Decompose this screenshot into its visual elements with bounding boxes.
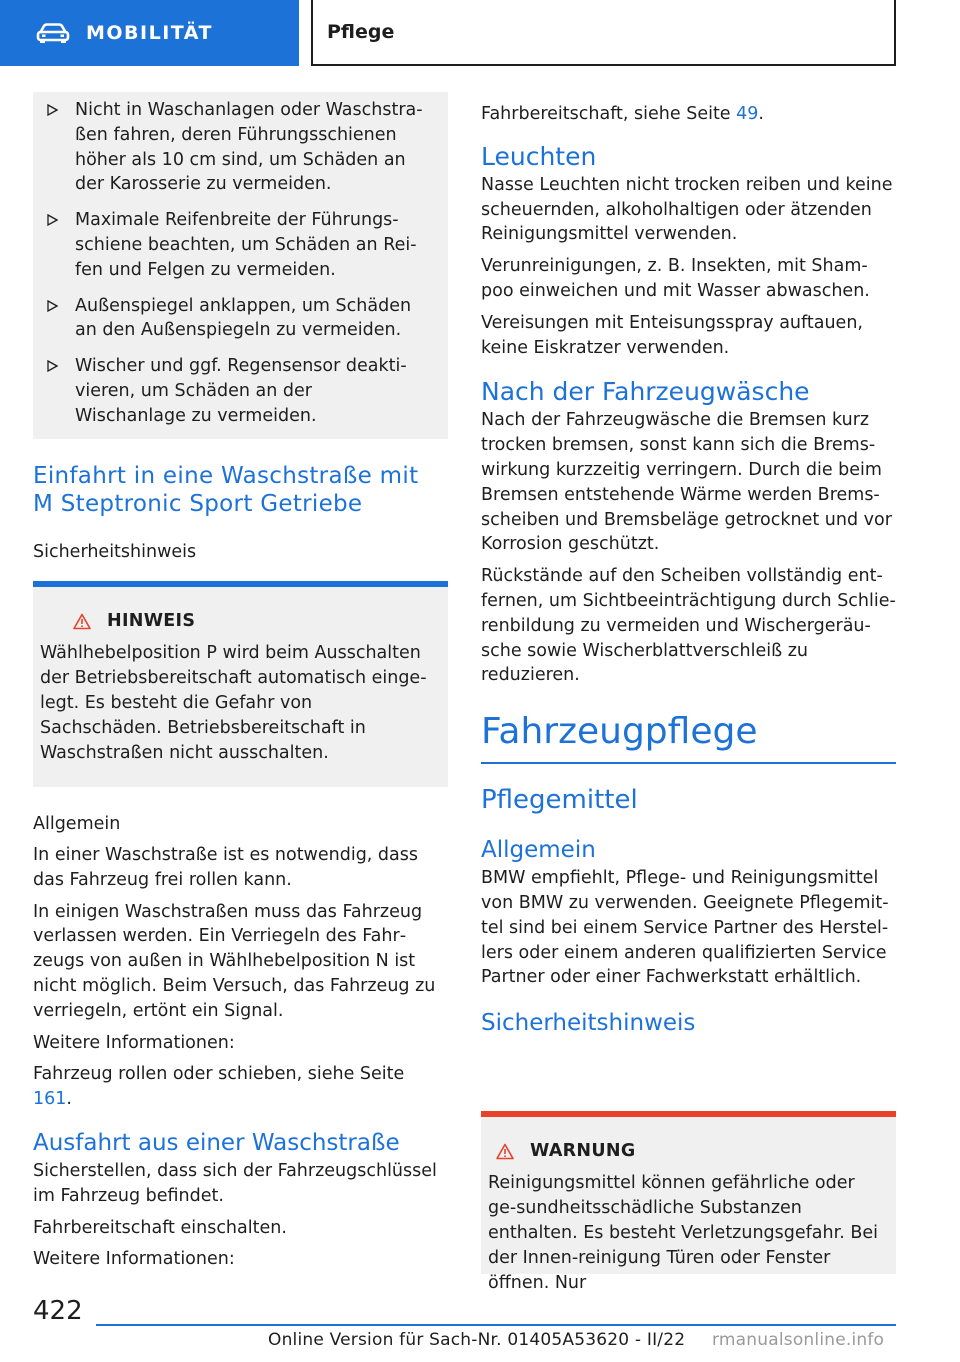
- car-icon: [36, 22, 70, 44]
- allgemein-label: Allgemein: [33, 814, 121, 834]
- heading-einfahrt-line2: M Steptronic Sport Getriebe: [33, 491, 363, 517]
- paragraph-end: .: [66, 1089, 72, 1110]
- footer-rule: [96, 1324, 896, 1326]
- footer-online-version: Online Version für Sach-Nr. 01405A53620 - II/22: [268, 1330, 686, 1350]
- chapter-title: Pflege: [327, 21, 395, 43]
- notice-bar: [481, 1111, 896, 1117]
- paragraph: Nasse Leuchten nicht trocken reiben und keine scheuernden, alkoholhaltigen oder ätzenden Reinigungsmittel verwenden.: [481, 174, 893, 245]
- page-number: 422: [33, 1296, 83, 1326]
- paragraph: Weitere Informationen:: [33, 1249, 235, 1270]
- paragraph-end: .: [758, 104, 764, 124]
- page-link[interactable]: 49: [736, 104, 759, 124]
- paragraph: Nach der Fahrzeugwäsche die Bremsen kurz trocken bremsen, sonst kann sich die Brems‐wirkung kurzzeitig verringern. Durch die beim Bremsen entstehende Wärme werden Brems‐scheiben und Bremsbeläge getrocknet und vor Korrosion geschützt.: [481, 410, 892, 555]
- section-tab[interactable]: [0, 0, 299, 66]
- footer-watermark: rmanualsonline.info: [712, 1330, 885, 1350]
- heading-ausfahrt: Ausfahrt aus einer Waschstraße: [33, 1129, 400, 1156]
- page-link[interactable]: 161: [33, 1089, 67, 1110]
- heading-nach-der-waesche: Nach der Fahrzeugwäsche: [481, 377, 810, 407]
- bullet-text: Außenspiegel anklappen, um Schäden an den Außenspiegeln zu vermeiden.: [75, 295, 412, 341]
- heading-einfahrt: [33, 462, 448, 518]
- triangle-bullet-icon: [47, 354, 75, 428]
- bullet-text: Nicht in Waschanlagen oder Waschstra‐ßen fahren, deren Führungsschienen höher als 10 cm sind, um Schäden an der Karosserie zu vermeiden.: [75, 100, 423, 195]
- heading-fahrzeugpflege: Fahrzeugpflege: [481, 711, 758, 753]
- notice-title: HINWEIS: [107, 611, 196, 631]
- heading-pflegemittel: Pflegemittel: [481, 785, 638, 816]
- chapter-tab[interactable]: [311, 0, 896, 66]
- heading-sicherheitshinweis: Sicherheitshinweis: [481, 1010, 696, 1037]
- list-item: [47, 354, 438, 428]
- bullet-text: Wischer und ggf. Regensensor deakti‐vieren, um Schäden an der Wischanlage zu vermeiden.: [75, 356, 407, 426]
- heading-underline: [481, 762, 896, 764]
- notice-bar: [33, 581, 448, 587]
- triangle-bullet-icon: [47, 98, 75, 197]
- warning-triangle-icon: [73, 613, 91, 630]
- paragraph: Rückstände auf den Scheiben vollständig ent‐fernen, um Sichtbeeinträchtigung durch Schlie‐renbildung zu vermeiden und Wischergeräu‐sche sowie Wischerblattverschleiß zu reduzieren.: [481, 566, 896, 686]
- triangle-bullet-icon: [47, 208, 75, 282]
- heading-allgemein: Allgemein: [481, 837, 596, 864]
- safety-label: Sicherheitshinweis: [33, 542, 197, 562]
- paragraph: Verunreinigungen, z. B. Insekten, mit Sham‐poo einweichen und mit Wasser abwaschen.: [481, 256, 870, 301]
- paragraph-text: Fahrzeug rollen oder schieben, siehe Seite: [33, 1064, 405, 1085]
- bullet-text: Maximale Reifenbreite der Führungs‐schiene beachten, um Schäden an Rei‐fen und Felgen zu vermeiden.: [75, 210, 417, 280]
- paragraph: [481, 102, 896, 127]
- notice-title-row: [496, 1141, 896, 1161]
- heading-leuchten: Leuchten: [481, 141, 597, 171]
- paragraph: BMW empfiehlt, Pflege- und Reinigungsmittel von BMW zu verwenden. Geeignete Pflegemit‐tel sind bei einem Service Partner des Herstel‐lers oder einem anderen qualifizierten Service Partner oder einer Fachwerkstatt erhältlich.: [481, 868, 889, 988]
- paragraph: Weitere Informationen:: [33, 1032, 235, 1053]
- paragraph: Fahrbereitschaft einschalten.: [33, 1217, 287, 1238]
- warning-triangle-icon: [496, 1143, 514, 1160]
- paragraph: In einer Waschstraße ist es notwendig, dass das Fahrzeug frei rollen kann.: [33, 845, 418, 890]
- notice-title: WARNUNG: [530, 1141, 636, 1161]
- list-item: [47, 98, 438, 197]
- triangle-bullet-icon: [47, 294, 75, 344]
- list-item: [47, 294, 438, 344]
- notice-text: Reinigungsmittel können gefährliche oder ge‐sundheitsschädliche Substanzen enthalten. Es besteht Verletzungsgefahr. Bei der Innen‐reinigung Türen oder Fenster öffnen. Nur: [488, 1173, 878, 1293]
- bullet-list-box: [33, 92, 448, 439]
- paragraph: In einigen Waschstraßen muss das Fahrzeug verlassen werden. Ein Verriegeln des Fahr‐zeugs von außen in Wählhebelposition N ist nicht möglich. Beim Versuch, das Fahrzeug zu verriegeln, ertönt ein Signal.: [33, 901, 436, 1021]
- hinweis-notice: [33, 581, 448, 787]
- paragraph: Vereisungen mit Enteisungsspray auftauen, keine Eiskratzer verwenden.: [481, 312, 863, 358]
- notice-text: Wählhebelposition P wird beim Ausschalten der Betriebsbereitschaft automatisch einge‐legt. Es besteht die Gefahr von Sachschäden. Betriebsbereitschaft in Waschstraßen nicht ausschalten.: [40, 643, 427, 763]
- section-title: MOBILITÄT: [86, 22, 213, 44]
- paragraph-text: Fahrbereitschaft, siehe Seite: [481, 104, 737, 124]
- paragraph: Sicherstellen, dass sich der Fahrzeugschlüssel im Fahrzeug befindet.: [33, 1160, 437, 1206]
- notice-title-row: [73, 611, 448, 631]
- warnung-notice: [481, 1111, 896, 1293]
- paragraph: [33, 1062, 448, 1112]
- list-item: [47, 208, 438, 282]
- heading-einfahrt-line1: Einfahrt in eine Waschstraße mit: [33, 463, 419, 489]
